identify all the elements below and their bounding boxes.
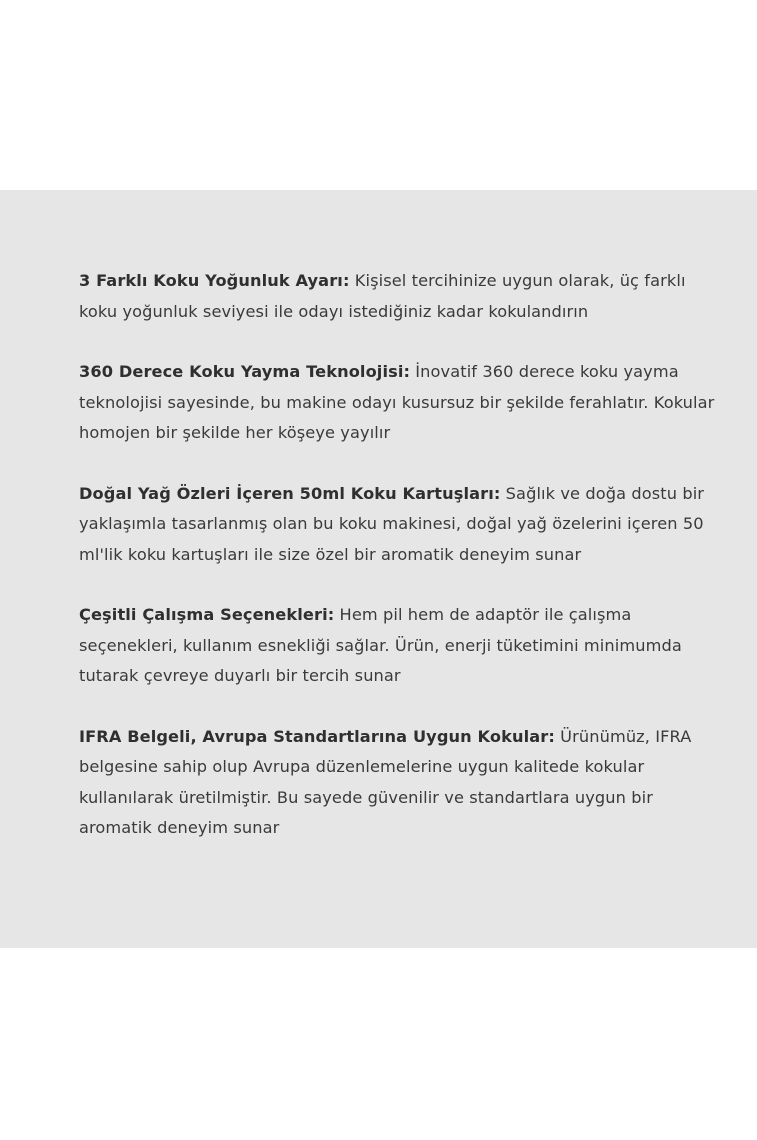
feature-text: Sağlık ve doğa dostu bir yaklaşımla tasarlanmış olan bu koku makinesi, doğal yağ özelerini içeren 50 ml'lik koku kartuşları ile size özel bir aromatik deneyim sunar (79, 483, 705, 564)
feature-item-cartridges (79, 479, 719, 571)
feature-text: Hem pil hem de adaptör ile çalışma seçenekleri, kullanım esnekliği sağlar. Ürün, enerji tüketimini minimumda tutarak çevreye duyarlı bir tercih sunar (79, 605, 682, 685)
feature-item-intensity (79, 266, 719, 327)
feature-title: 3 Farklı Koku Yoğunluk Ayarı: (79, 271, 350, 290)
feature-item-ifra (79, 722, 719, 844)
feature-item-diffusion (79, 357, 719, 449)
feature-text: Ürünümüz, IFRA belgesine sahip olup Avrupa düzenlemelerine uygun kalitede kokular kullanılarak üretilmiştir. Bu sayede güvenilir ve standartlara uygun bir aromatik deneyim sunar (79, 726, 692, 837)
feature-text: İnovatif 360 derece koku yayma teknolojisi sayesinde, bu makine odayı kusursuz bir şekilde ferahlatır. Kokular homojen bir şekilde her köşeye yayılır (79, 362, 715, 442)
feature-list (79, 266, 719, 874)
feature-title: Çeşitli Çalışma Seçenekleri: (79, 605, 335, 624)
feature-title: 360 Derece Koku Yayma Teknolojisi: (79, 362, 411, 381)
feature-panel (0, 190, 757, 948)
feature-title: Doğal Yağ Özleri İçeren 50ml Koku Kartuşları: (79, 483, 501, 503)
feature-title: IFRA Belgeli, Avrupa Standartlarına Uygun Kokular: (79, 726, 555, 746)
feature-item-power-options (79, 600, 719, 692)
feature-text: Kişisel tercihinize uygun olarak, üç farklı koku yoğunluk seviyesi ile odayı istediğiniz kadar kokulandırın (79, 271, 686, 321)
